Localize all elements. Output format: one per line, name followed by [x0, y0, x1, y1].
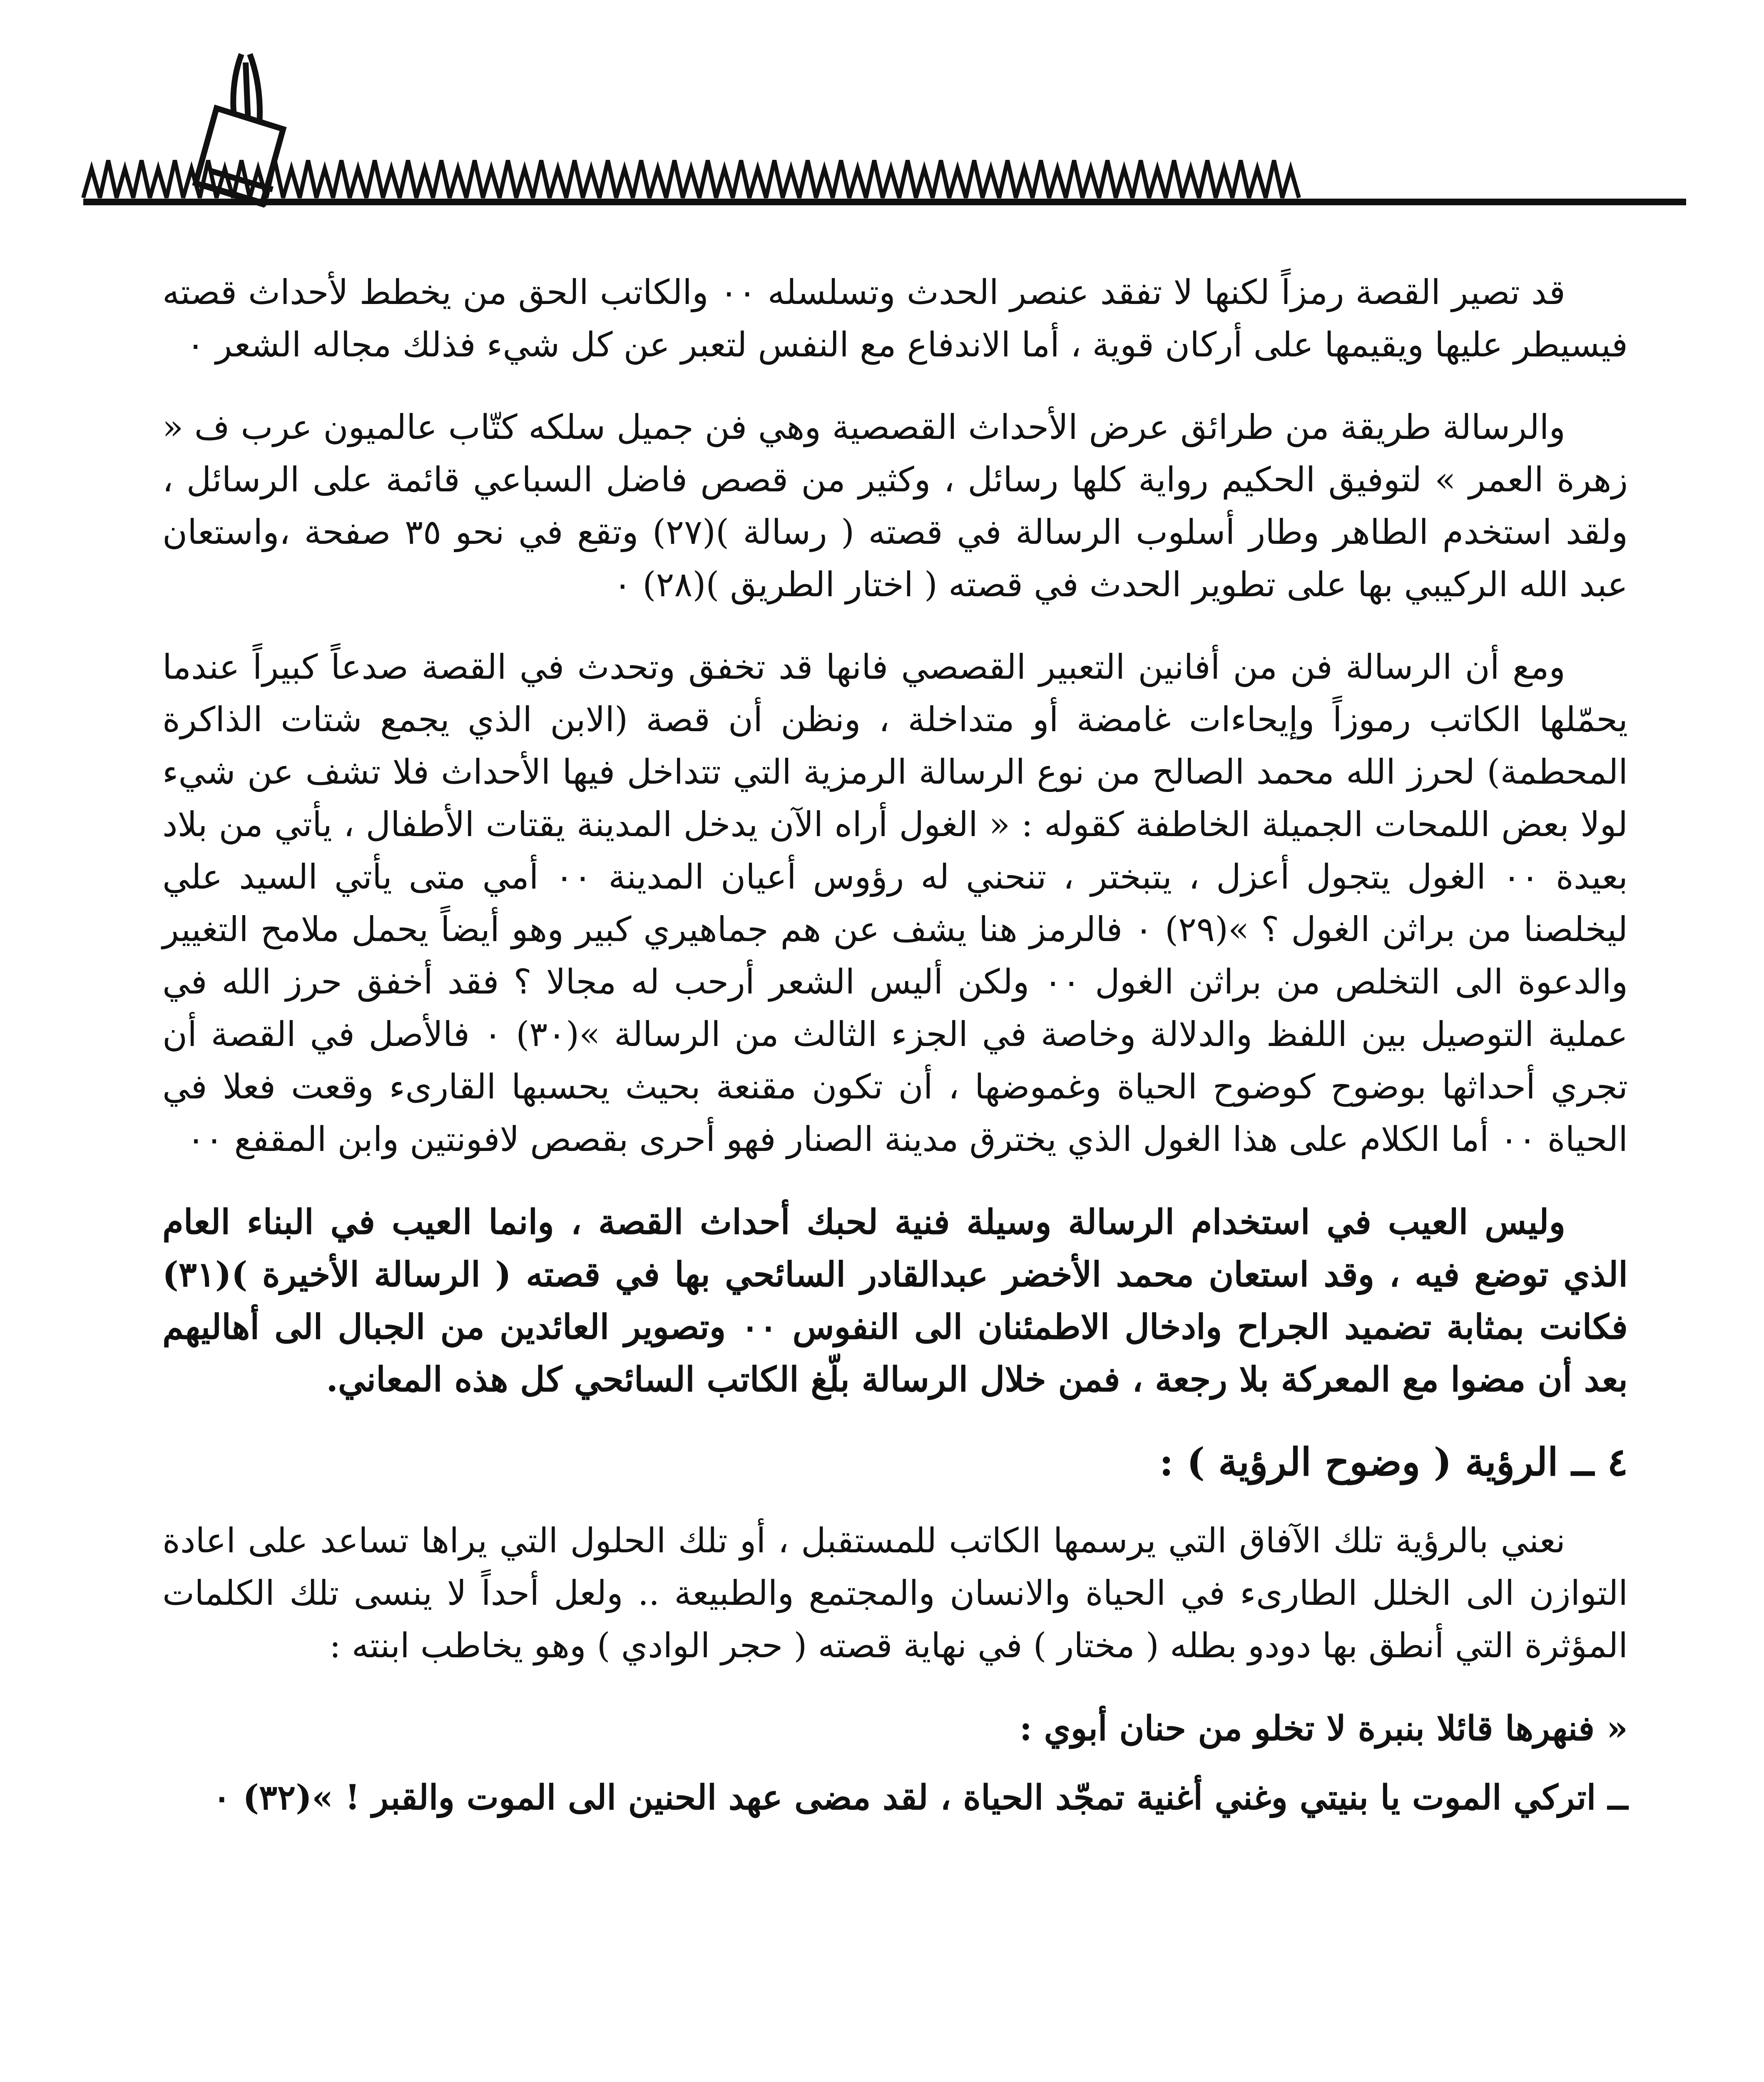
paragraph-letter-technique: والرسالة طريقة من طرائق عرض الأحداث القصصية وهي فن جميل سلكه كتّاب عالميون عرب ف « زهرة العمر » لتوفيق الحكيم رواية كلها رسائل ، وكثير من قصص فاضل السباعي قائمة على الرسائل ، ولقد استخدم الطاهر وطار أسلوب الرسالة في قصته ( رسالة )(٢٧) وتقع في نحو ٣٥ صفحة ،واستعان عبد الله الركيبي بها على تطوير الحدث في قصته ( اختار الطريق )(٢٨) ٠	[162, 408, 1628, 605]
paragraph-story-symbol: قد تصير القصة رمزاً لكنها لا تفقد عنصر الحدث وتسلسله ٠٠ والكاتب الحق من يخطط لأحداث قصته فيسيطر عليها ويقيمها على أركان قوية ، أما الاندفاع مع النفس لتعبر عن كل شيء فذلك مجاله الشعر ٠	[162, 273, 1628, 365]
quote-intro: « فنهرها قائلا بنبرة لا تخلو من حنان أبوي :	[1019, 1708, 1628, 1748]
quote-body: ــ اتركي الموت يا بنيتي وغني أغنية تمجّد الحياة ، لقد مضى عهد الحنين الى الموت والقبر ! »(٣٢) ٠	[212, 1778, 1628, 1818]
paragraph-vision: نعني بالرؤية تلك الآفاق التي يرسمها الكاتب للمستقبل ، أو تلك الحلول التي يراها تساعد على اعادة التوازن الى الخلل الطارىء في الحياة والانسان والمجتمع والطبيعة .. ولعل أحداً لا ينسى تلك الكلمات المؤثرة التي أنطق بها دودو بطله ( مختار ) في نهاية قصته ( حجر الوادي ) وهو يخاطب ابنته :	[162, 1521, 1628, 1666]
paragraph-bold-structure: وليس العيب في استخدام الرسالة وسيلة فنية لحبك أحداث القصة ، وانما العيب في البناء العام الذي توضع فيه ، وقد استعان محمد الأخضر عبدالقادر السائحي بها في قصته ( الرسالة الأخيرة )(٣١) فكانت بمثابة تضميد الجراح وادخال الاطمئنان الى النفوس ٠٠ وتصوير العائدين من الجبال الى أهاليهم بعد أن مضوا مع المعركة بلا رجعة ، فمن خلال الرسالة بلّغ الكاتب السائحي كل هذه المعاني.	[162, 1202, 1628, 1400]
page-body	[162, 266, 1628, 1840]
header-ornament	[67, 37, 1699, 221]
paragraph-letter-failure: ومع أن الرسالة فن من أفانين التعبير القصصي فانها قد تخفق وتحدث في القصة صدعاً كبيراً عندما يحمّلها الكاتب رموزاً وإيحاءات غامضة أو متداخلة ، ونظن أن قصة (الابن الذي يجمع شتات الذاكرة المحطمة) لحرز الله محمد الصالح من نوع الرسالة الرمزية التي تتداخل فيها الأحداث فلا تشف عن شيء لولا بعض اللمحات الجميلة الخاطفة كقوله : « الغول أراه الآن يدخل المدينة يقتات الأطفال ، يأتي من بلاد بعيدة ٠٠ الغول يتجول أعزل ، يتبختر ، تنحني له رؤوس أعيان المدينة ٠٠ أمي متى يأتي السيد علي ليخلصنا من براثن الغول ؟ »(٢٩) ٠ فالرمز هنا يشف عن هم جماهيري كبير وهو أيضاً يحمل ملامح التغيير والدعوة الى التخلص من براثن الغول ٠٠ ولكن أليس الشعر أرحب له مجالا ؟ فقد أخفق حرز الله في عملية التوصيل بين اللفظ والدلالة وخاصة في الجزء الثالث من الرسالة »(٣٠) ٠ فالأصل في القصة أن تجري أحداثها بوضوح كوضوح الحياة وغموضها ، أن تكون مقنعة بحيث يحسبها القارىء وقعت فعلا في الحياة ٠٠ أما الكلام على هذا الغول الذي يخترق مدينة الصنار فهو أحرى بقصص لافونتين وابن المقفع ٠٠	[162, 648, 1628, 1159]
grass-ornament-band	[83, 160, 1686, 202]
section-heading-vision: ٤ ــ الرؤية ( وضوح الرؤية ) :	[1159, 1439, 1628, 1484]
